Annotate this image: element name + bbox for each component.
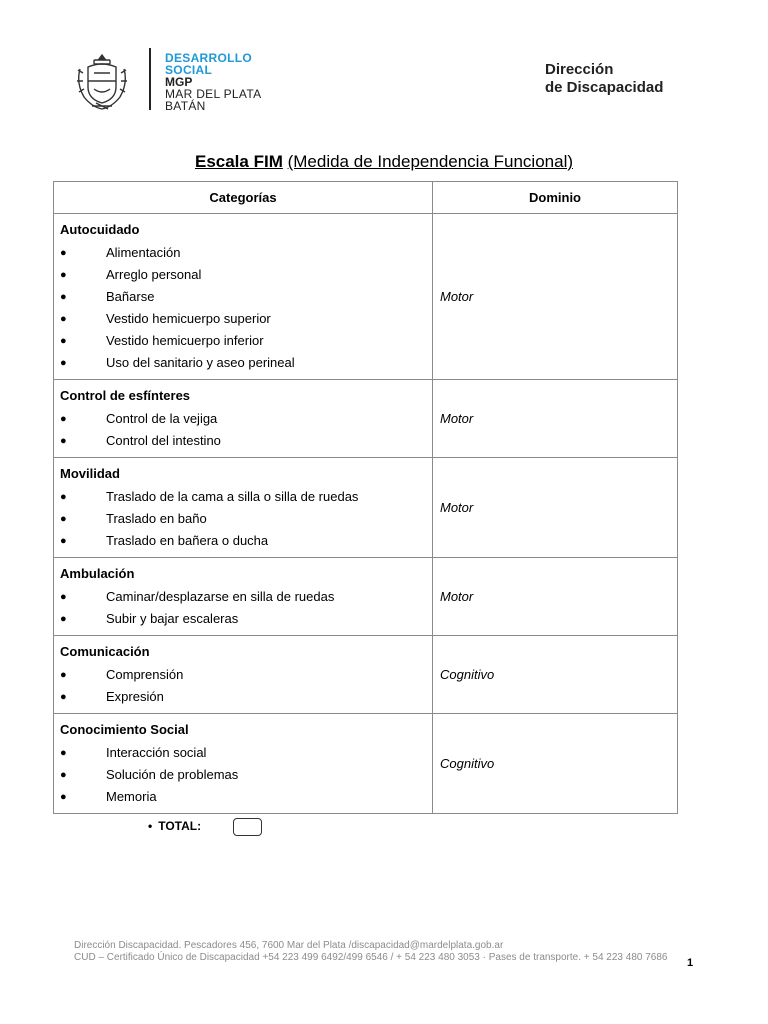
list-item xyxy=(60,664,426,686)
list-item-label: Interacción social xyxy=(106,745,207,760)
table-row xyxy=(54,458,678,558)
fim-table xyxy=(53,181,678,814)
list-item-label: Traslado en baño xyxy=(106,511,207,526)
domain-cell: Motor xyxy=(433,380,678,458)
logo-divider xyxy=(149,48,151,110)
list-item xyxy=(60,264,426,286)
table-row xyxy=(54,636,678,714)
bullet-icon: ● xyxy=(60,313,67,325)
category-item-list xyxy=(60,486,426,552)
category-item-list xyxy=(60,586,426,630)
bullet-icon: ● xyxy=(60,613,67,625)
list-item-label: Traslado de la cama a silla o silla de ruedas xyxy=(106,489,359,504)
bullet-icon: ● xyxy=(60,535,67,547)
list-item-label: Memoria xyxy=(106,789,157,804)
list-item-label: Expresión xyxy=(106,689,164,704)
domain-cell: Motor xyxy=(433,214,678,380)
category-title: Ambulación xyxy=(60,566,135,581)
footer-line: CUD – Certificado Único de Discapacidad +54 223 499 6492/499 6546 / + 54 223 480 3053 · Pases de transporte. + 54 223 480 7686 xyxy=(74,952,668,963)
total-label xyxy=(148,819,201,833)
category-cell xyxy=(54,636,433,714)
bullet-icon: ● xyxy=(60,669,67,681)
list-item xyxy=(60,786,426,808)
list-item xyxy=(60,286,426,308)
bullet-icon: ● xyxy=(60,291,67,303)
total-input-box[interactable] xyxy=(233,818,262,836)
list-item-label: Arreglo personal xyxy=(106,267,202,282)
list-item xyxy=(60,408,426,430)
category-title: Conocimiento Social xyxy=(60,722,189,737)
bullet-icon: ● xyxy=(60,357,67,369)
list-item-label: Comprensión xyxy=(106,667,184,682)
list-item-label: Vestido hemicuerpo inferior xyxy=(106,333,264,348)
bullet-icon: ● xyxy=(60,769,67,781)
list-item-label: Uso del sanitario y aseo perineal xyxy=(106,355,295,370)
list-item xyxy=(60,742,426,764)
bullet-icon: ● xyxy=(60,247,67,259)
category-title: Control de esfínteres xyxy=(60,388,191,403)
bullet-icon: ● xyxy=(60,435,67,447)
bullet-icon: ● xyxy=(60,269,67,281)
document-title xyxy=(0,152,768,172)
list-item xyxy=(60,352,426,374)
list-item xyxy=(60,608,426,630)
bullet-icon: ● xyxy=(60,335,67,347)
bullet-icon: ● xyxy=(60,791,67,803)
list-item xyxy=(60,308,426,330)
category-cell xyxy=(54,380,433,458)
list-item-label: Alimentación xyxy=(106,245,181,260)
logo-line: MGP xyxy=(165,75,193,89)
category-item-list xyxy=(60,664,426,708)
logo-line: SOCIAL xyxy=(165,63,213,77)
direccion-line: de Discapacidad xyxy=(545,79,664,96)
list-item xyxy=(60,686,426,708)
table-header-row xyxy=(54,182,678,214)
domain-cell: Cognitivo xyxy=(433,714,678,814)
domain-cell: Motor xyxy=(433,458,678,558)
bullet-icon: ● xyxy=(60,413,67,425)
bullet-icon: ● xyxy=(60,491,67,503)
list-item xyxy=(60,486,426,508)
category-item-list xyxy=(60,408,426,452)
list-item-label: Solución de problemas xyxy=(106,767,239,782)
category-title: Autocuidado xyxy=(60,222,140,237)
list-item xyxy=(60,530,426,552)
header-dominio: Dominio xyxy=(433,182,678,214)
list-item-label: Caminar/desplazarse en silla de ruedas xyxy=(106,589,335,604)
list-item-label: Subir y bajar escaleras xyxy=(106,611,239,626)
footer-line: Dirección Discapacidad. Pescadores 456, 7600 Mar del Plata /discapacidad@mardelplata.gob.ar xyxy=(74,940,504,951)
list-item-label: Traslado en bañera o ducha xyxy=(106,533,269,548)
category-cell xyxy=(54,714,433,814)
list-item-label: Control de la vejiga xyxy=(106,411,218,426)
header-categorias: Categorías xyxy=(54,182,433,214)
page-number: 1 xyxy=(687,957,694,969)
category-cell xyxy=(54,458,433,558)
list-item xyxy=(60,586,426,608)
list-item xyxy=(60,330,426,352)
footer xyxy=(74,940,667,964)
category-cell xyxy=(54,214,433,380)
category-title: Movilidad xyxy=(60,466,120,481)
category-cell xyxy=(54,558,433,636)
title-sub: (Medida de Independencia Funcional) xyxy=(287,152,574,171)
list-item xyxy=(60,430,426,452)
title-main: Escala FIM xyxy=(194,152,283,171)
bullet-icon: ● xyxy=(60,691,67,703)
desarrollo-social-logo-text xyxy=(165,52,261,112)
table-row xyxy=(54,214,678,380)
logo-line: MAR DEL PLATA xyxy=(165,87,262,101)
category-item-list xyxy=(60,742,426,808)
coat-of-arms-logo xyxy=(74,51,130,111)
list-item-label: Control del intestino xyxy=(106,433,221,448)
direccion-heading xyxy=(545,61,663,97)
domain-cell: Motor xyxy=(433,558,678,636)
bullet-icon: ● xyxy=(60,513,67,525)
logo-line: DESARROLLO xyxy=(165,51,252,65)
list-item xyxy=(60,764,426,786)
total-text: TOTAL: xyxy=(158,819,202,833)
list-item xyxy=(60,242,426,264)
table-row xyxy=(54,558,678,636)
list-item-label: Vestido hemicuerpo superior xyxy=(106,311,271,326)
bullet-icon: ● xyxy=(60,591,67,603)
direccion-line: Dirección xyxy=(545,61,614,78)
logo-line: BATÁN xyxy=(165,99,206,113)
table-row xyxy=(54,714,678,814)
domain-cell: Cognitivo xyxy=(433,636,678,714)
bullet-icon: ● xyxy=(60,747,67,759)
category-title: Comunicación xyxy=(60,644,150,659)
table-row xyxy=(54,380,678,458)
list-item-label: Bañarse xyxy=(106,289,155,304)
list-item xyxy=(60,508,426,530)
bullet-icon: • xyxy=(148,819,153,833)
category-item-list xyxy=(60,242,426,374)
